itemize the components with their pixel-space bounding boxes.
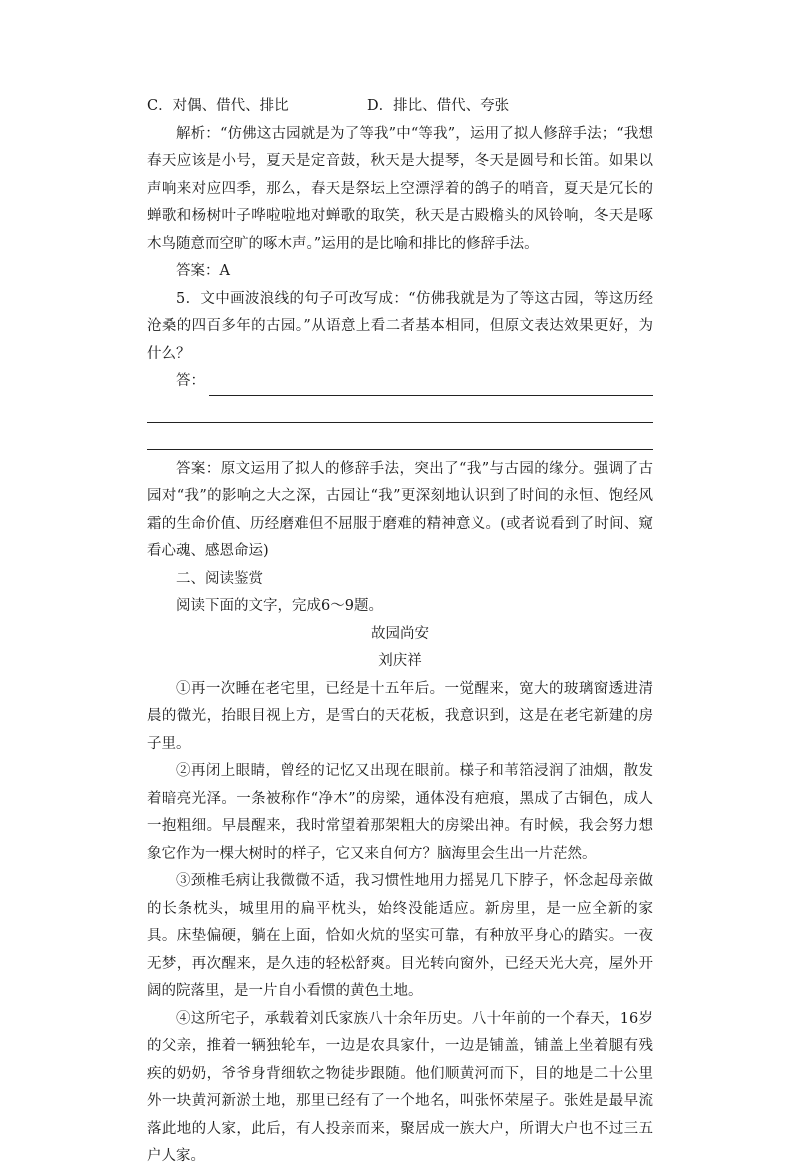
article-paragraph-4: ④这所宅子，承载着刘氏家族八十余年历史。八十年前的一个春天，16岁的父亲，推着一辆独轮车，一边是农具家什，一边是铺盖，铺盖上坐着腿有残疾的奶奶，爷爷身背细软之物徒步跟随。他们顺黄河而下，目的地是二十公里外一块黄河新淤土地，那里已经有了一个地名，叫张怀荣屋子。张姓是最早流落此地的人家，此后，有人投亲而来，聚居成一族大户，所谓大户也不过三五户人家。 [147,1010,653,1164]
option-c: C．对偶、借代、排比 [147,98,289,114]
answer-prefix: 答： [176,373,205,389]
article-author: 刘庆祥 [378,653,422,669]
answer-blank-line [209,375,653,396]
answer-line-1 [147,368,653,396]
article-title: 故园尚安 [371,625,429,642]
article-paragraph-2: ②再闭上眼睛，曾经的记忆又出现在眼前。様子和苇箔浸润了油烟，散发着暗亮光泽。一条被称作“净木”的房梁，通体没有疤痕，黑成了古铜色，成人一抱粗细。早晨醒来，我时常望着那架粗大的房梁出神。有时候，我会努力想象它作为一棵大树时的样子，它又来自何方？脑海里会生出一片茫然。 [147,763,653,862]
answer-line-2 [147,396,653,423]
q4-analysis: 解析：“仿佛这古园就是为了等我”中“等我”，运用了拟人修辞手法；“我想春天应该是小号，夏天是定音鼓，秋天是大提琴，冬天是圆号和长笛。如果以声响来对应四季，那么，春天是祭坛上空漂浮着的鸽子的哨音，夏天是冗长的蝉歌和杨树叶子哗啦啦地对蝉歌的取笑，秋天是古殿檐头的风铃响，冬天是啄木鸟随意而空旷的啄木声。”运用的是比喻和排比的修辞手法。 [147,125,653,252]
article-paragraph-3: ③颈椎毛病让我微微不适，我习惯性地用力摇晃几下脖子，怀念起母亲做的长条枕头，城里用的扁平枕头，始终没能适应。新房里，是一应全新的家具。床垫偏硬，躺在上面，恰如火炕的坚实可靠，有种放平身心的踏实。一夜无梦，再次醒来，是久违的轻松舒爽。目光转向窗外，已经天光大亮，屋外开阔的院落里，是一片自小看惯的黄色土地。 [147,873,653,999]
q5-answer: 答案：原文运用了拟人的修辞手法，突出了“我”与古园的缘分。强调了古园对“我”的影响之大之深，古园让“我”更深刻地认识到了时间的永恒、饱经风霜的生命价值、历经磨难但不屈服于磨难的精神意义。(或者说看到了时间、窥看心魂、感恩命运) [147,460,653,559]
section-instruction: 阅读下面的文字，完成6～9题。 [176,598,383,614]
answer-line-3 [147,423,653,450]
document-content [147,93,653,1171]
q5-question: 5．文中画波浪线的句子可改写成：“仿佛我就是为了等这古园，等这历经沧桑的四百多年的古园。”从语意上看二者基本相同，但原文表达效果更好，为什么？ [147,290,653,362]
option-d: D．排比、借代、夸张 [367,98,510,114]
q4-answer: 答案：A [176,263,230,279]
section-heading: 二、阅读鉴赏 [176,570,263,587]
answer-options [147,93,653,121]
article-paragraph-1: ①再一次睡在老宅里，已经是十五年后。一觉醒来，宽大的玻璃窗透进清晨的微光，抬眼目视上方，是雪白的天花板，我意识到，这是在老宅新建的房子里。 [147,680,653,752]
